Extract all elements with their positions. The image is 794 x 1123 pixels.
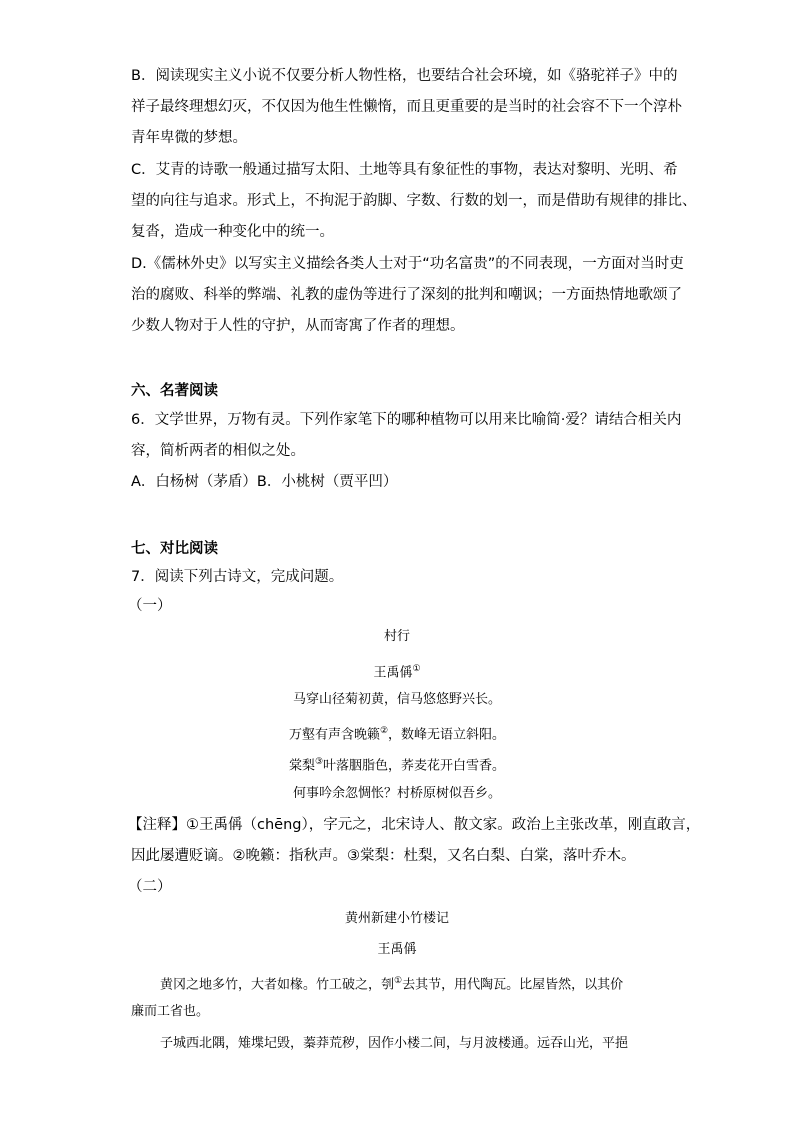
prose-para-2-line-1: 子城西北隅，雉堞圮毁，蓁莽荒秽，因作小楼二间，与月波楼通。远吞山光，平挹 <box>160 1036 629 1051</box>
option-b-line-1: B．阅读现实主义小说不仅要分析人物性格，也要结合社会环境，如《骆驼祥子》中的 <box>131 68 678 84</box>
annotation-line-2: 因此屡遭贬谪。②晚籁：指秋声。③棠梨：杜梨，又名白梨、白棠，落叶乔木。 <box>131 848 636 864</box>
poem-line-2-b: ，数峰无语立斜阳。 <box>388 727 506 743</box>
poem-author <box>0 659 794 683</box>
poem-line-3-a: 棠梨 <box>288 758 315 774</box>
option-d-line-3: 少数人物对于人性的守护，从而寄寓了作者的理想。 <box>131 318 465 334</box>
prose-author: 王禹偁 <box>377 942 417 957</box>
question-6-options: A．白杨树（茅盾）B．小桃树（贾平凹） <box>131 474 398 490</box>
prose-title: 黄州新建小竹楼记 <box>344 911 449 926</box>
option-c-line-1: C．艾青的诗歌一般通过描写太阳、土地等具有象征性的事物，表达对黎明、光明、希 <box>131 162 678 178</box>
option-c-line-3: 复沓，造成一种变化中的统一。 <box>131 224 334 240</box>
prose-para-1-line-1 <box>160 971 623 995</box>
prose-para-1-b: 去其节，用代陶瓦。比屋皆然，以其价 <box>402 977 624 993</box>
poem-title: 村行 <box>383 629 410 644</box>
poem-line-3-note: ③ <box>314 757 324 767</box>
poem-line-2 <box>0 721 794 745</box>
poem-line-3 <box>0 752 794 776</box>
poem-author-name: 王禹偁 <box>373 665 413 681</box>
prose-para-1-a: 黄冈之地多竹，大者如椽。竹工破之，刳 <box>160 977 395 993</box>
question-6-line-2: 容，简析两者的相似之处。 <box>131 443 305 459</box>
poem-line-2-note: ② <box>379 726 389 736</box>
section-6-heading: 六、名著阅读 <box>131 383 218 399</box>
poem-line-2-a: 万壑有声含晚籁 <box>288 727 380 743</box>
poem-line-4: 何事吟余忽惆怅？村桥原树似吾乡。 <box>292 786 501 801</box>
poem-line-3-b: 叶落胭脂色，荞麦花开白雪香。 <box>323 758 506 774</box>
poem-author-note: ① <box>412 664 421 674</box>
prose-para-1-note: ① <box>394 976 403 986</box>
poem-line-1: 马穿山径菊初黄，信马悠悠野兴长。 <box>292 692 501 707</box>
option-d-line-2: 治的腐败、科举的弊端、礼教的虚伪等进行了深刻的批判和嘲讽；一方面热情地歌颂了 <box>131 287 682 303</box>
option-b-line-2: 祥子最终理想幻灭，不仅因为他生性懒惰，而且更重要的是当时的社会容不下一个淳朴 <box>131 99 682 115</box>
option-c-line-2: 望的向往与追求。形式上，不拘泥于韵脚、字数、行数的划一，而是借助有规律的排比、 <box>131 193 697 209</box>
annotation-line-1: 【注释】①王禹偁（chēng），字元之，北宋诗人、散文家。政治上主张改革，刚直敢言， <box>128 817 701 833</box>
question-6-line-1: 6．文学世界，万物有灵。下列作家笔下的哪种植物可以用来比喻简·爱？请结合相关内 <box>131 412 682 428</box>
question-7: 7．阅读下列古诗文，完成问题。 <box>131 569 344 585</box>
prose-para-1-line-2: 廉而工省也。 <box>131 1004 210 1019</box>
option-d-line-1: D.《儒林外史》以写实主义描绘各类人士对于“功名富贵”的不同表现，一方面对当时吏 <box>131 256 684 272</box>
part-2-label: （二） <box>128 879 172 895</box>
option-b-line-3: 青年卑微的梦想。 <box>131 130 247 146</box>
section-7-heading: 七、对比阅读 <box>131 541 218 557</box>
part-1-label: （一） <box>128 598 172 614</box>
